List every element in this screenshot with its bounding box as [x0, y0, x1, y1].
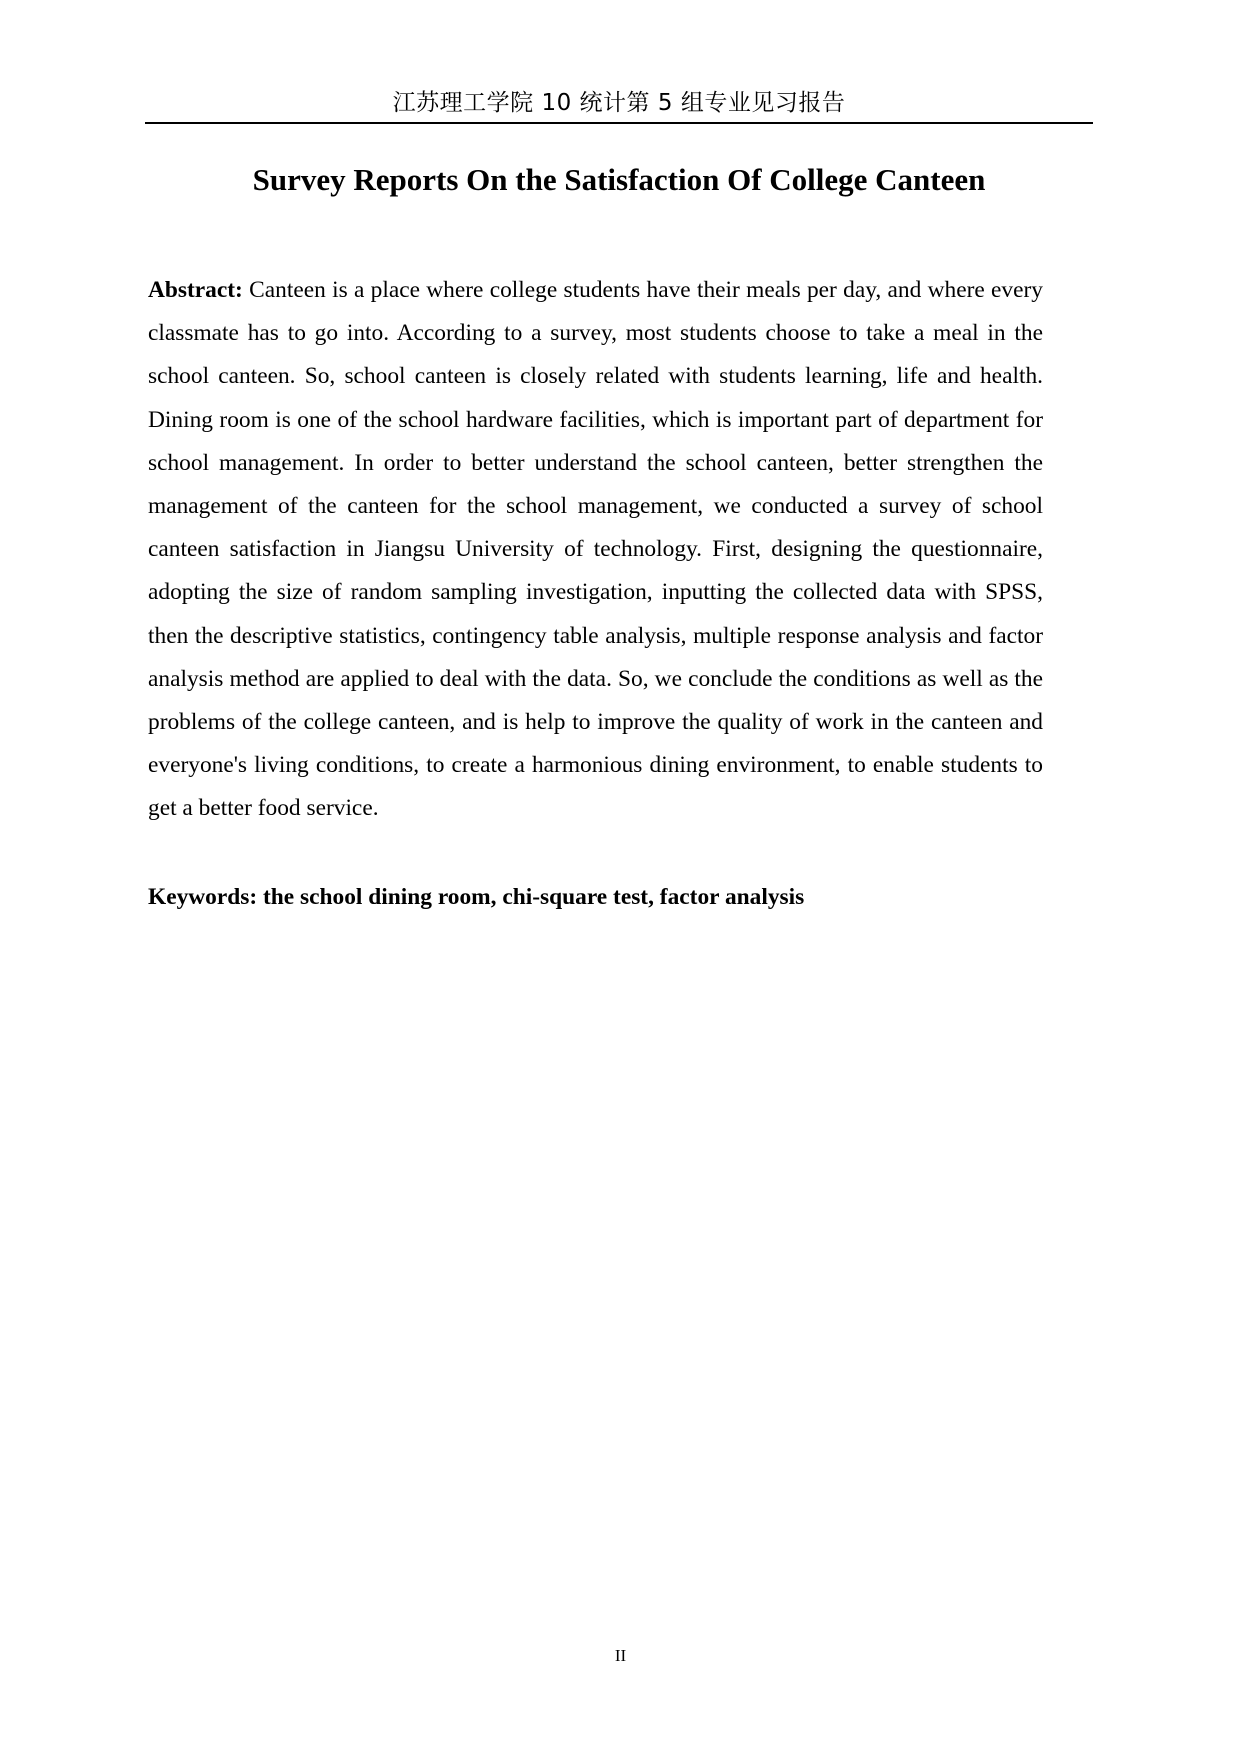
header-divider [145, 122, 1093, 124]
abstract-label: Abstract: [148, 277, 243, 303]
page-number: II [614, 1646, 627, 1665]
keywords-line: Keywords: the school dining room, chi-square test, factor analysis [148, 884, 805, 910]
running-header: 江苏理工学院 10 统计第 5 组专业见习报告 [392, 90, 846, 116]
document-title: Survey Reports On the Satisfaction Of College Canteen [252, 162, 986, 197]
abstract-body: Canteen is a place where college students have their meals per day, and where every classmate has to go into. According to a survey, most students choose to take a meal in the school canteen. So, school canteen is closely related with students learning, life and health. Dining room is one of the school hardware facilities, which is important part of department for school management. In order to better understand the school canteen, better strengthen the management of the canteen for the school management, we conducted a survey of school canteen satisfaction in Jiangsu University of technology. First, designing the questionnaire, adopting the size of random sampling investigation, inputting the collected data with SPSS, then the descriptive statistics, contingency table analysis, multiple response analysis and factor analysis method are applied to deal with the data. So, we conclude the conditions as well as the problems of the college canteen, and is help to improve the quality of work in the canteen and everyone's living conditions, to create a harmonious dining environment, to enable students to get a better food service. [148, 277, 1043, 822]
abstract-paragraph [148, 269, 1043, 831]
